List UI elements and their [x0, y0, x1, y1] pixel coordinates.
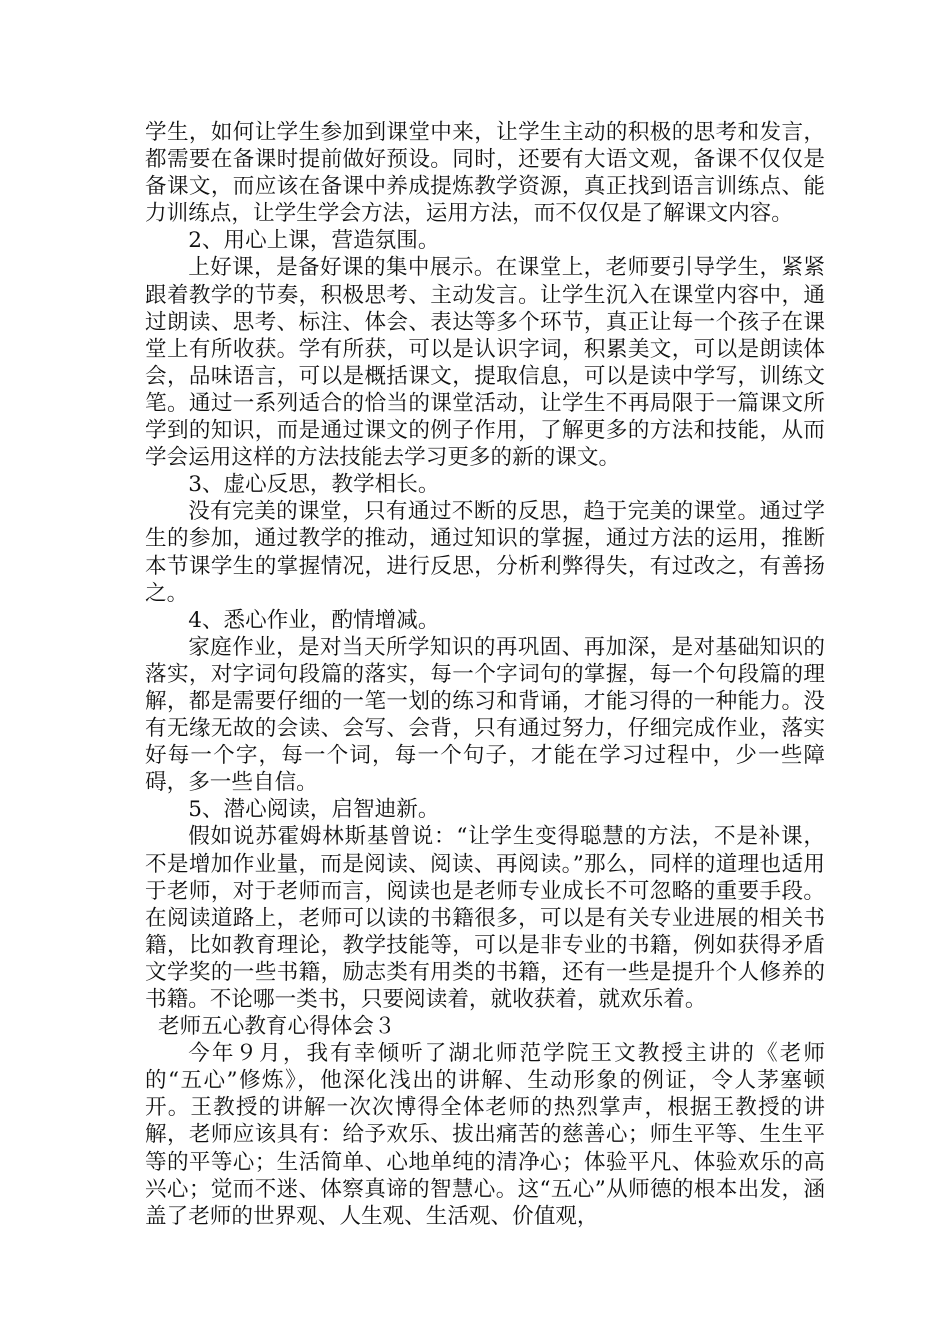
- document-page: [145, 119, 825, 1230]
- article-title: 老师五心教育心得体会３: [157, 1014, 396, 1040]
- paragraph-class: 上好课，是备好课的集中展示。在课堂上，老师要引导学生，紧紧跟着教学的节奏，积极思考、主动发言。让学生沉入在课堂内容中，通过朗读、思考、标注、体会、表达等多个环节，真正让每一个孩子在课堂上有所收获。学有所获，可以是认识字词，积累美文，可以是朗读体会，品味语言，可以是概括课文，提取信息，可以是读中学写，训练文笔。通过一系列适合的恰当的课堂活动，让学生不再局限于一篇课文所学到的知识，而是通过课文的例子作用，了解更多的方法和技能，从而学会运用这样的方法技能去学习更多的新的课文。: [145, 255, 825, 471]
- paragraph-homework: 家庭作业，是对当天所学知识的再巩固、再加深，是对基础知识的落实，对字词句段篇的落实，每一个字词句的掌握，每一个句段篇的理解，都是需要仔细的一笔一划的练习和背诵，才能习得的一种能力。没有无缘无故的会读、会写、会背，只有通过努力，仔细完成作业，落实好每一个字，每一个词，每一个句子，才能在学习过程中，少一些障碍，多一些自信。: [145, 634, 825, 796]
- paragraph-reading: 假如说苏霍姆林斯基曾说：“让学生变得聪慧的方法，不是补课，不是增加作业量，而是阅读、阅读、再阅读。”那么，同样的道理也适用于老师，对于老师而言，阅读也是老师专业成长不可忽略的重要手段。在阅读道路上，老师可以读的书籍很多，可以是有关专业进展的相关书籍，比如教育理论，教学技能等，可以是非专业的书籍，例如获得矛盾文学奖的一些书籍，励志类有用类的书籍，还有一些是提升个人修养的书籍。不论哪一类书，只要阅读着，就收获着，就欢乐着。: [145, 824, 825, 1012]
- section-heading-reflection: 3、虚心反思，教学相长。: [188, 472, 440, 498]
- paragraph-lesson-prep-continued: 学生，如何让学生参加到课堂中来，让学生主动的积极的思考和发言，都需要在备课时提前做好预设。同时，还要有大语文观，备课不仅仅是备课文，而应该在备课中养成提炼教学资源，真正找到语言训练点、能力训练点，让学生学会方法，运用方法，而不仅仅是了解课文内容。: [145, 120, 825, 227]
- section-heading-homework: 4、悉心作业，酌情增减。: [188, 607, 440, 633]
- section-heading-class: 2、用心上课，营造氛围。: [188, 228, 440, 254]
- paragraph-article-intro: 今年９月，我有幸倾听了湖北师范学院王文教授主讲的《老师的“五心”修炼》，他深化浅出的讲解、生动形象的例证，令人茅塞顿开。王教授的讲解一次次博得全体老师的热烈掌声，根据王教授的讲解，老师应该具有：给予欢乐、拔出痛苦的慈善心；师生平等、生生平等的平等心；生活简单、心地单纯的清净心；体验平凡、体验欢乐的高兴心；觉而不迷、体察真谛的智慧心。这“五心”从师德的根本出发，涵盖了老师的世界观、人生观、生活观、价值观，: [145, 1041, 825, 1229]
- section-heading-reading: 5、潜心阅读，启智迪新。: [188, 797, 440, 823]
- paragraph-reflection: 没有完美的课堂，只有通过不断的反思，趋于完美的课堂。通过学生的参加，通过教学的推动，通过知识的掌握，通过方法的运用，推断本节课学生的掌握情况，进行反思，分析利弊得失，有过改之，有善扬之。: [145, 499, 825, 606]
